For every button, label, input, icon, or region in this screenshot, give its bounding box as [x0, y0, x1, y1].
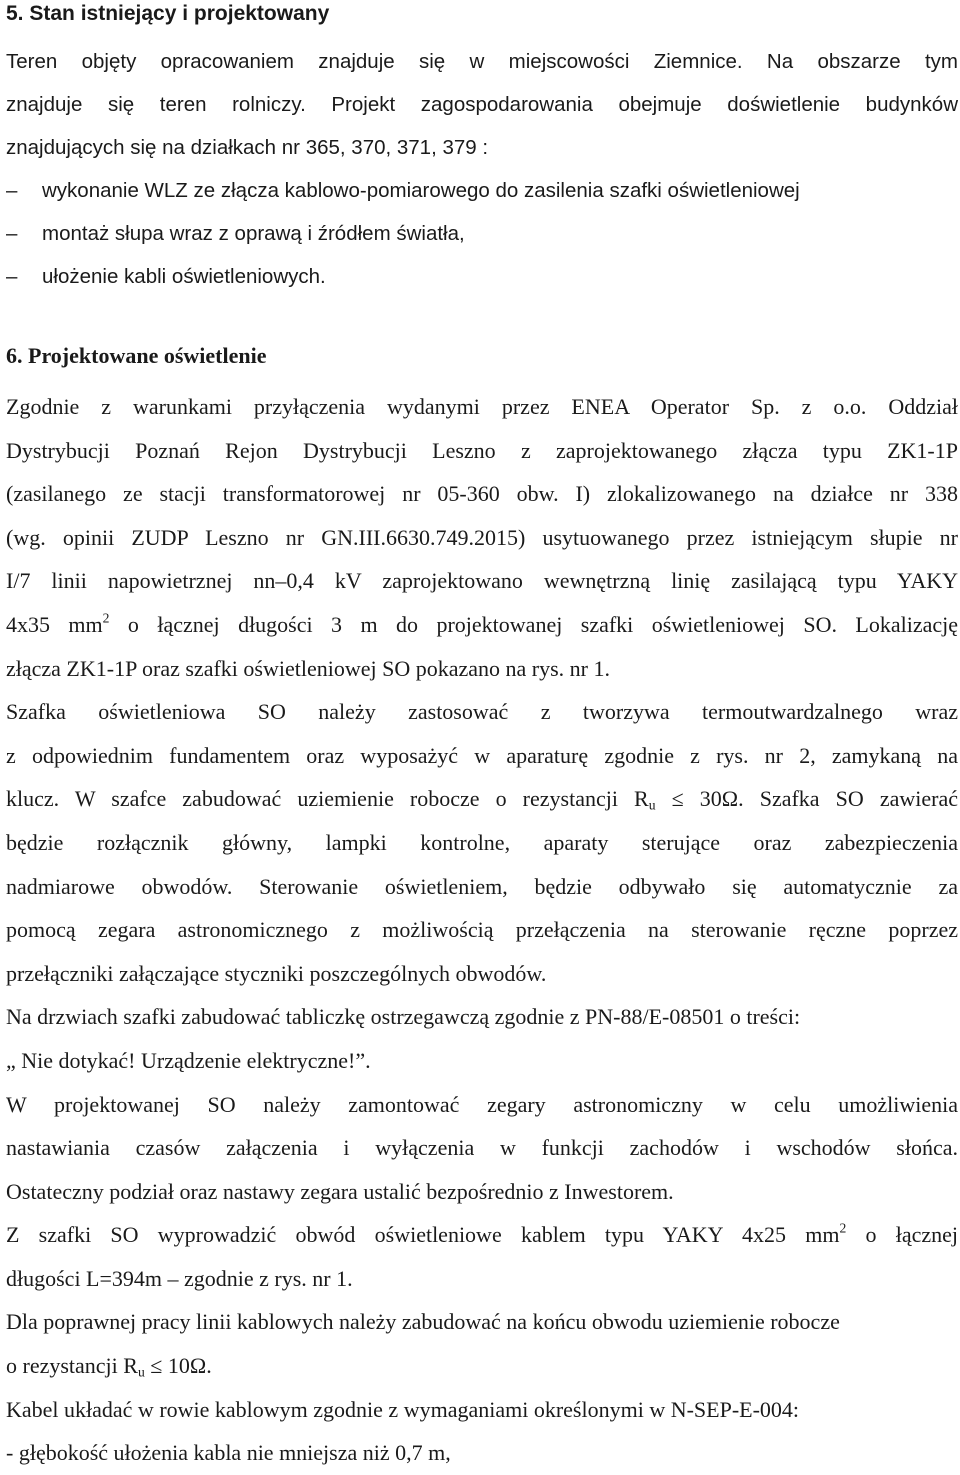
- list-item: [6, 212, 958, 255]
- list-item: [6, 169, 958, 212]
- subscript: u: [648, 797, 656, 813]
- text-run: ≤ 10Ω.: [144, 1353, 212, 1379]
- intro-line: Teren objęty opracowaniem znajduje się w miejscowości Ziemnice. Na obszarze tym: [6, 50, 958, 73]
- paragraph: [6, 385, 958, 690]
- text-run: Z szafki SO wyprowadzić obwód oświetleniowe kablem typu YAKY 4x25 mm: [6, 1222, 840, 1248]
- section-6: [6, 342, 958, 1475]
- paragraph-line: Kabel układać w rowie kablowym zgodnie z wymaganiami określonymi w N-SEP-E-004:: [6, 1396, 800, 1422]
- intro-line: znajduje się teren rolniczy. Projekt zagospodarowania obejmuje doświetlenie budynków: [6, 93, 958, 116]
- text-run: o łącznej długości 3 m do projektowanej szafki oświetleniowej SO. Lokalizację: [109, 611, 959, 637]
- paragraph-line: złącza ZK1-1P oraz szafki oświetleniowej SO pokazano na rys. nr 1.: [6, 655, 610, 681]
- paragraph-line: pomocą zegara astronomicznego z możliwością przełączenia na sterowanie ręczne poprzez: [6, 917, 958, 943]
- text-run: ≤ 30Ω. Szafka SO zawierać: [655, 786, 958, 812]
- paragraph: [6, 1388, 958, 1475]
- paragraph-line: (zasilanego ze stacji transformatorowej nr 05-360 obw. I) zlokalizowanego na działce nr 338: [6, 481, 958, 507]
- paragraph-line: Dla poprawnej pracy linii kablowych należy zabudować na końcu obwodu uziemienie robocze: [6, 1309, 840, 1335]
- paragraph-line: z odpowiednim fundamentem oraz wyposażyć w aparaturę zgodnie z rys. nr 2, zamykaną na: [6, 742, 958, 768]
- list-item-text: montaż słupa wraz z oprawą i źródłem światła,: [42, 222, 465, 245]
- intro-line: znajdujących się na działkach nr 365, 370, 371, 379 :: [6, 136, 489, 159]
- section-6-body: [6, 385, 958, 1475]
- paragraph: [6, 690, 958, 995]
- dash-bullet: –: [6, 222, 18, 245]
- paragraph-line: [6, 1344, 958, 1388]
- paragraph: [6, 995, 958, 1082]
- text-run: o łącznej: [846, 1222, 958, 1248]
- list-item-text: wykonanie WLZ ze złącza kablowo-pomiarowego do zasilenia szafki oświetleniowej: [42, 179, 800, 202]
- list-item-text: ułożenie kabli oświetleniowych.: [42, 265, 326, 288]
- section-5-intro: [6, 40, 958, 169]
- paragraph-line: Szafka oświetleniowa SO należy zastosować z tworzywa termoutwardzalnego wraz: [6, 699, 958, 725]
- dash-bullet: –: [6, 179, 18, 202]
- paragraph-line: nadmiarowe obwodów. Sterowanie oświetleniem, będzie odbywało się automatycznie za: [6, 873, 958, 899]
- section-5-heading: 5. Stan istniejący i projektowany: [6, 2, 330, 25]
- paragraph-line: nastawiania czasów załączenia i wyłączenia w funkcji zachodów i wschodów słońca.: [6, 1135, 958, 1161]
- paragraph-line: będzie rozłącznik główny, lampki kontrolne, aparaty sterujące oraz zabezpieczenia: [6, 829, 958, 855]
- quoted-warning-text: „ Nie dotykać! Urządzenie elektryczne!”.: [6, 1047, 371, 1073]
- section-5: [6, 0, 958, 298]
- paragraph-line: [6, 777, 958, 821]
- paragraph-line: długości L=394m – zgodnie z rys. nr 1.: [6, 1265, 353, 1291]
- paragraph-line: I/7 linii napowietrznej nn–0,4 kV zaprojektowano wewnętrzną linię zasilającą typu YAKY: [6, 568, 958, 594]
- paragraph-line: [6, 603, 958, 647]
- paragraph: [6, 1083, 958, 1214]
- paragraph-line: przełączniki załączające styczniki poszczególnych obwodów.: [6, 960, 547, 986]
- subscript: u: [137, 1364, 145, 1380]
- list-item: [6, 255, 958, 298]
- text-run: 4x35 mm: [6, 611, 103, 637]
- section-5-bullet-list: [6, 169, 958, 298]
- paragraph-line: W projektowanej SO należy zamontować zegary astronomiczny w celu umożliwienia: [6, 1091, 958, 1117]
- paragraph: [6, 1300, 958, 1387]
- dash-bullet: –: [6, 265, 18, 288]
- superscript: 2: [839, 1220, 847, 1236]
- section-6-heading: 6. Projektowane oświetlenie: [6, 343, 267, 368]
- paragraph-line: Na drzwiach szafki zabudować tabliczkę ostrzegawczą zgodnie z PN-88/E-08501 o treści:: [6, 1004, 801, 1030]
- paragraph-line: Ostateczny podział oraz nastawy zegara ustalić bezpośrednio z Inwestorem.: [6, 1178, 674, 1204]
- paragraph-line: - głębokość ułożenia kabla nie mniejsza niż 0,7 m,: [6, 1440, 451, 1466]
- paragraph-line: Dystrybucji Poznań Rejon Dystrybucji Leszno z zaprojektowanego złącza typu ZK1-1P: [6, 437, 958, 463]
- text-run: o rezystancji R: [6, 1353, 138, 1379]
- paragraph-line: [6, 1213, 958, 1257]
- superscript: 2: [102, 610, 110, 626]
- paragraph-line: (wg. opinii ZUDP Leszno nr GN.III.6630.749.2015) usytuowanego przez istniejącym słupie nr: [6, 524, 958, 550]
- text-run: klucz. W szafce zabudować uziemienie robocze o rezystancji R: [6, 786, 649, 812]
- paragraph-line: Zgodnie z warunkami przyłączenia wydanymi przez ENEA Operator Sp. z o.o. Oddział: [6, 394, 958, 419]
- paragraph: [6, 1213, 958, 1300]
